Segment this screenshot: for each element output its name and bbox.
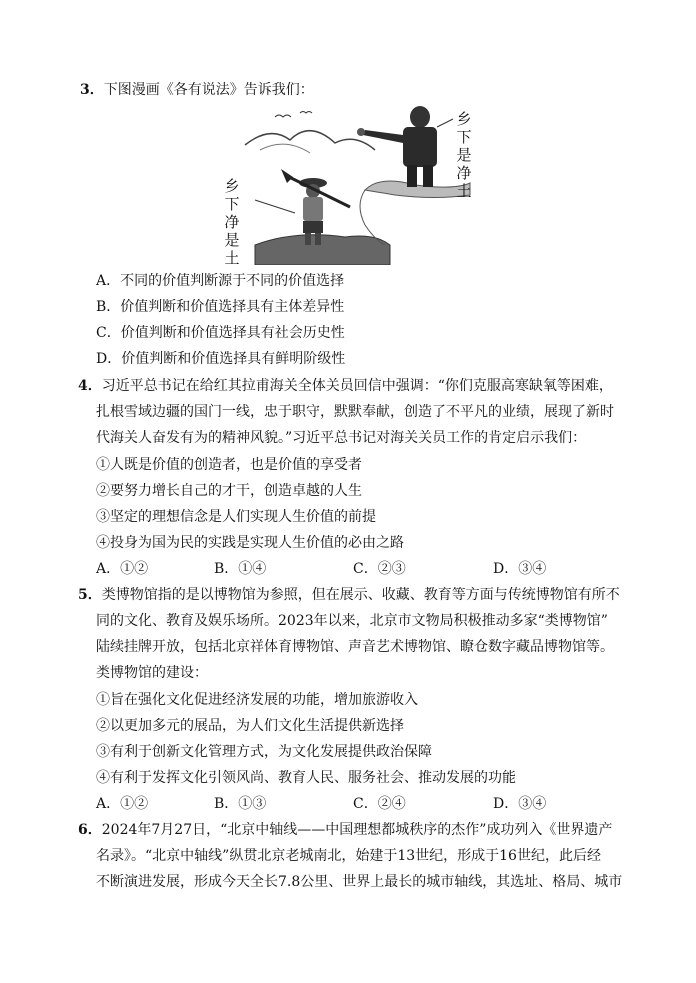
- q6-stem-line-2: 名录》。“北京中轴线”纵贯北京老城南北，始建于13世纪，形成于16世纪，此后经: [96, 848, 601, 864]
- cartoon-各有说法: [215, 105, 515, 265]
- q4-item-2: ②要努力增长自己的才干，创造卓越的人生: [96, 483, 362, 499]
- q3-stem-text: 下图漫画《各有说法》告诉我们：: [103, 82, 314, 98]
- q4-stem-line-3: 代海关人奋发有为的精神风貌。”习近平总书记对海关关员工作的肯定启示我们：: [96, 430, 587, 446]
- q5-item-4: ④有利于发挥文化引领风尚、教育人民、服务社会、推动发展的功能: [96, 770, 516, 786]
- q5-stem-line-1: [78, 585, 620, 605]
- q6-stem-line-3: 不断演进发展，形成今天全长7.8公里、世界上最长的城市轴线，其选址、格局、城市: [96, 874, 623, 890]
- q4-choice-c: C．②③: [353, 561, 406, 577]
- q5-item-3: ③有利于创新文化管理方式，为文化发展提供政治保障: [96, 744, 432, 760]
- q4-choice-d: D．③④: [493, 561, 547, 577]
- q4-stem-text-1: 习近平总书记在给红其拉甫海关全体关员回信中强调：“你们克服高寒缺氧等困难，: [101, 378, 613, 394]
- farmer-figure: [281, 169, 350, 245]
- q4-item-3: ③坚定的理想信念是人们实现人生价值的前提: [96, 509, 376, 525]
- q3-stem: [80, 80, 314, 100]
- q5-item-1: ①旨在强化文化促进经济发展的功能，增加旅游收入: [96, 692, 418, 708]
- q5-choice-a: A．①②: [96, 796, 149, 812]
- q5-stem-line-3: 陆续挂牌开放，包括北京祥体育博物馆、声音艺术博物馆、瞭仓数字藏品博物馆等。: [96, 639, 614, 655]
- q5-item-2: ②以更加多元的展品，为人们文化生活提供新选择: [96, 718, 404, 734]
- q3-option-b: B．价值判断和价值选择具有主体差异性: [96, 299, 345, 315]
- q4-stem-line-2: 扎根雪域边疆的国门一线，忠于职守，默默奉献，创造了不平凡的业绩，展现了新时: [96, 404, 614, 420]
- q3-option-a: A．不同的价值判断源于不同的价值选择: [96, 273, 345, 289]
- official-figure: [357, 106, 437, 187]
- q6-stem-text-1: 2024年7月27日，“北京中轴线——中国理想都城秩序的杰作”成功列入《世界遗产: [101, 822, 613, 838]
- q5-stem-text-1: 类博物馆指的是以博物馆为参照，但在展示、收藏、教育等方面与传统博物馆有所不: [101, 587, 620, 603]
- cartoon-label-left: 乡下净是土: [224, 177, 240, 267]
- q4-item-1: ①人既是价值的创造者，也是价值的享受者: [96, 457, 362, 473]
- q4-stem-line-1: [78, 376, 613, 396]
- q5-stem-line-2: 同的文化、教育及娱乐场所。2023年以来，北京市文物局积极推动多家“类博物馆”: [96, 613, 608, 629]
- q4-number: 4．: [78, 378, 102, 394]
- q5-stem-line-4: 类博物馆的建设：: [96, 665, 208, 681]
- q4-choice-b: B．①④: [214, 561, 267, 577]
- q3-option-c: C．价值判断和价值选择具有社会历史性: [96, 325, 345, 341]
- q3-number: 3．: [80, 82, 104, 98]
- q5-number: 5．: [78, 587, 102, 603]
- q5-choice-c: C．②④: [353, 796, 406, 812]
- q4-item-4: ④投身为国为民的实践是实现人生价值的必由之路: [96, 535, 404, 551]
- q6-stem-line-1: [78, 820, 612, 840]
- q6-number: 6．: [78, 822, 102, 838]
- cartoon-label-right: 乡下是净土: [456, 110, 472, 200]
- q4-choice-a: A．①②: [96, 561, 149, 577]
- q5-choice-b: B．①③: [214, 796, 267, 812]
- q5-choice-d: D．③④: [493, 796, 547, 812]
- q3-option-d: D．价值判断和价值选择具有鲜明阶级性: [96, 351, 346, 367]
